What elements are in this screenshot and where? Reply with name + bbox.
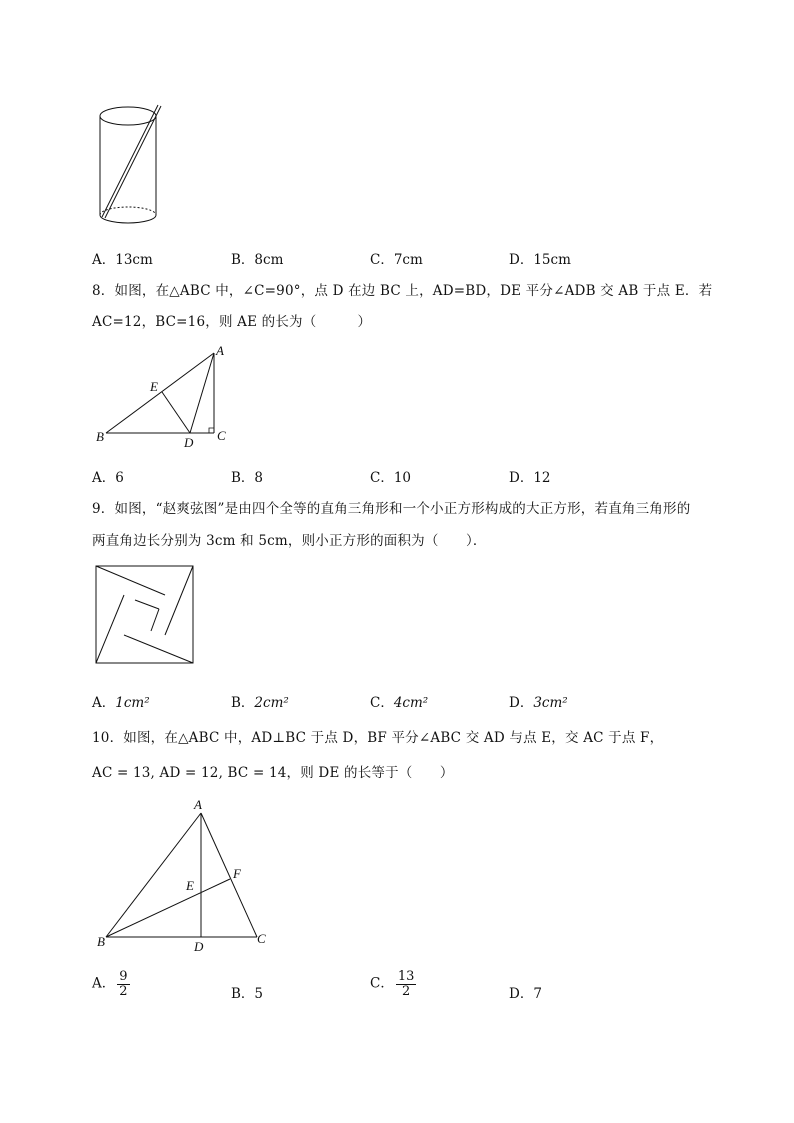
label-e: E — [150, 379, 158, 394]
option-letter: B． — [231, 252, 255, 268]
option-text: 8 — [254, 470, 264, 486]
option-text: 12 — [533, 470, 551, 486]
triangle-line-2 — [165, 566, 193, 635]
cylinder-top-ellipse — [100, 107, 156, 125]
q10-stem-line-1: 10．如图，在△ABC 中，AD⊥BC 于点 D，BF 平分∠ABC 交 AD 与点 E，交 AC 于点 F， — [92, 730, 664, 746]
option-letter: C． — [370, 695, 394, 711]
q10-option-a[interactable] — [92, 970, 130, 998]
segment-ac — [201, 813, 257, 937]
segment-ad — [190, 353, 214, 433]
numerator: 9 — [119, 969, 128, 984]
numerator: 13 — [397, 969, 415, 984]
label-e: E — [186, 878, 194, 893]
option-text: 2cm² — [254, 695, 289, 711]
q8-stem-line-1: 8．如图，在△ABC 中，∠C=90°，点 D 在边 BC 上，AD=BD，DE 平分∠ADB 交 AB 于点 E．若 — [92, 283, 713, 299]
q8-option-a[interactable] — [92, 466, 124, 486]
q7-option-a[interactable] — [92, 248, 153, 268]
option-letter: A． — [92, 252, 116, 268]
denominator: 2 — [401, 983, 411, 999]
q9-option-c[interactable] — [370, 691, 428, 711]
segment-de — [162, 392, 190, 433]
option-letter: A． — [92, 695, 116, 711]
inner-square — [124, 595, 165, 635]
label-d: D — [194, 939, 204, 954]
q9-option-d[interactable] — [509, 691, 568, 711]
segment-ab — [106, 353, 214, 433]
q7-option-d[interactable] — [509, 248, 571, 268]
fraction — [396, 970, 417, 998]
triangle-line-4 — [96, 595, 124, 663]
option-letter: C． — [370, 470, 394, 486]
cylinder-bottom-front — [100, 215, 156, 223]
q9-option-b[interactable] — [231, 691, 289, 711]
q10-option-b[interactable] — [231, 982, 263, 1002]
option-text: 8cm — [254, 252, 284, 268]
segment-ab — [106, 813, 201, 937]
label-f: F — [233, 866, 241, 881]
label-a: A — [194, 797, 202, 812]
zhao-shuang-diagram — [95, 565, 195, 665]
q8-option-b[interactable] — [231, 466, 263, 486]
rod-line-1 — [102, 105, 158, 217]
cylinder-figure — [90, 95, 170, 230]
fraction — [117, 970, 129, 998]
q8-option-d[interactable] — [509, 466, 551, 486]
q8-triangle-figure — [90, 340, 240, 455]
q7-option-c[interactable] — [370, 248, 423, 268]
option-text: 1cm² — [115, 695, 150, 711]
option-letter: C． — [370, 975, 394, 992]
label-d: D — [184, 435, 194, 450]
label-c: C — [257, 931, 266, 946]
option-letter: B． — [231, 986, 255, 1002]
option-letter: D． — [509, 695, 534, 711]
option-text: 4cm² — [393, 695, 429, 711]
option-letter: D． — [509, 252, 534, 268]
option-text: 10 — [393, 470, 412, 486]
segment-bf — [106, 879, 230, 937]
option-text: 3cm² — [533, 695, 568, 711]
option-letter: A． — [92, 975, 116, 992]
option-letter: A． — [92, 470, 116, 486]
q7-option-b[interactable] — [231, 248, 283, 268]
option-text: 6 — [115, 470, 124, 486]
q9-stem-line-2: 两直角边长分别为 3cm 和 5cm，则小正方形的面积为（ ）． — [92, 533, 487, 549]
q10-option-c[interactable] — [370, 970, 416, 998]
inner-edge-2 — [151, 609, 159, 631]
option-letter: B． — [231, 695, 255, 711]
q8-stem-line-2: AC=12，BC=16，则 AE 的长为（ ） — [92, 314, 372, 330]
option-text: 15cm — [533, 252, 571, 268]
q9-stem-line-1: 9．如图，“赵爽弦图”是由四个全等的直角三角形和一个小正方形构成的大正方形，若直角三角形的 — [92, 501, 691, 517]
q8-option-c[interactable] — [370, 466, 411, 486]
q10-stem-line-2: AC = 13, AD = 12, BC = 14，则 DE 的长等于（ ） — [92, 765, 454, 781]
label-b: B — [97, 934, 105, 949]
q10-option-d[interactable] — [509, 982, 542, 1002]
inner-edge-1 — [135, 600, 159, 609]
triangle-line-3 — [124, 635, 193, 663]
rod-line-2 — [105, 106, 161, 218]
option-text: 13cm — [115, 252, 153, 268]
q10-triangle-figure — [90, 793, 275, 958]
triangle-line-1 — [96, 566, 165, 595]
label-a: A — [216, 343, 224, 358]
q9-option-a[interactable] — [92, 691, 150, 711]
option-letter: B． — [231, 470, 255, 486]
denominator: 2 — [119, 983, 128, 999]
option-letter: D． — [509, 470, 534, 486]
option-text: 7 — [533, 986, 542, 1002]
label-b: B — [96, 429, 104, 444]
label-c: C — [217, 428, 226, 443]
option-text: 7cm — [393, 252, 423, 268]
option-letter: C． — [370, 252, 394, 268]
outer-square — [96, 566, 193, 663]
right-angle-mark — [209, 428, 214, 433]
option-text: 5 — [254, 986, 264, 1002]
option-letter: D． — [509, 986, 534, 1002]
